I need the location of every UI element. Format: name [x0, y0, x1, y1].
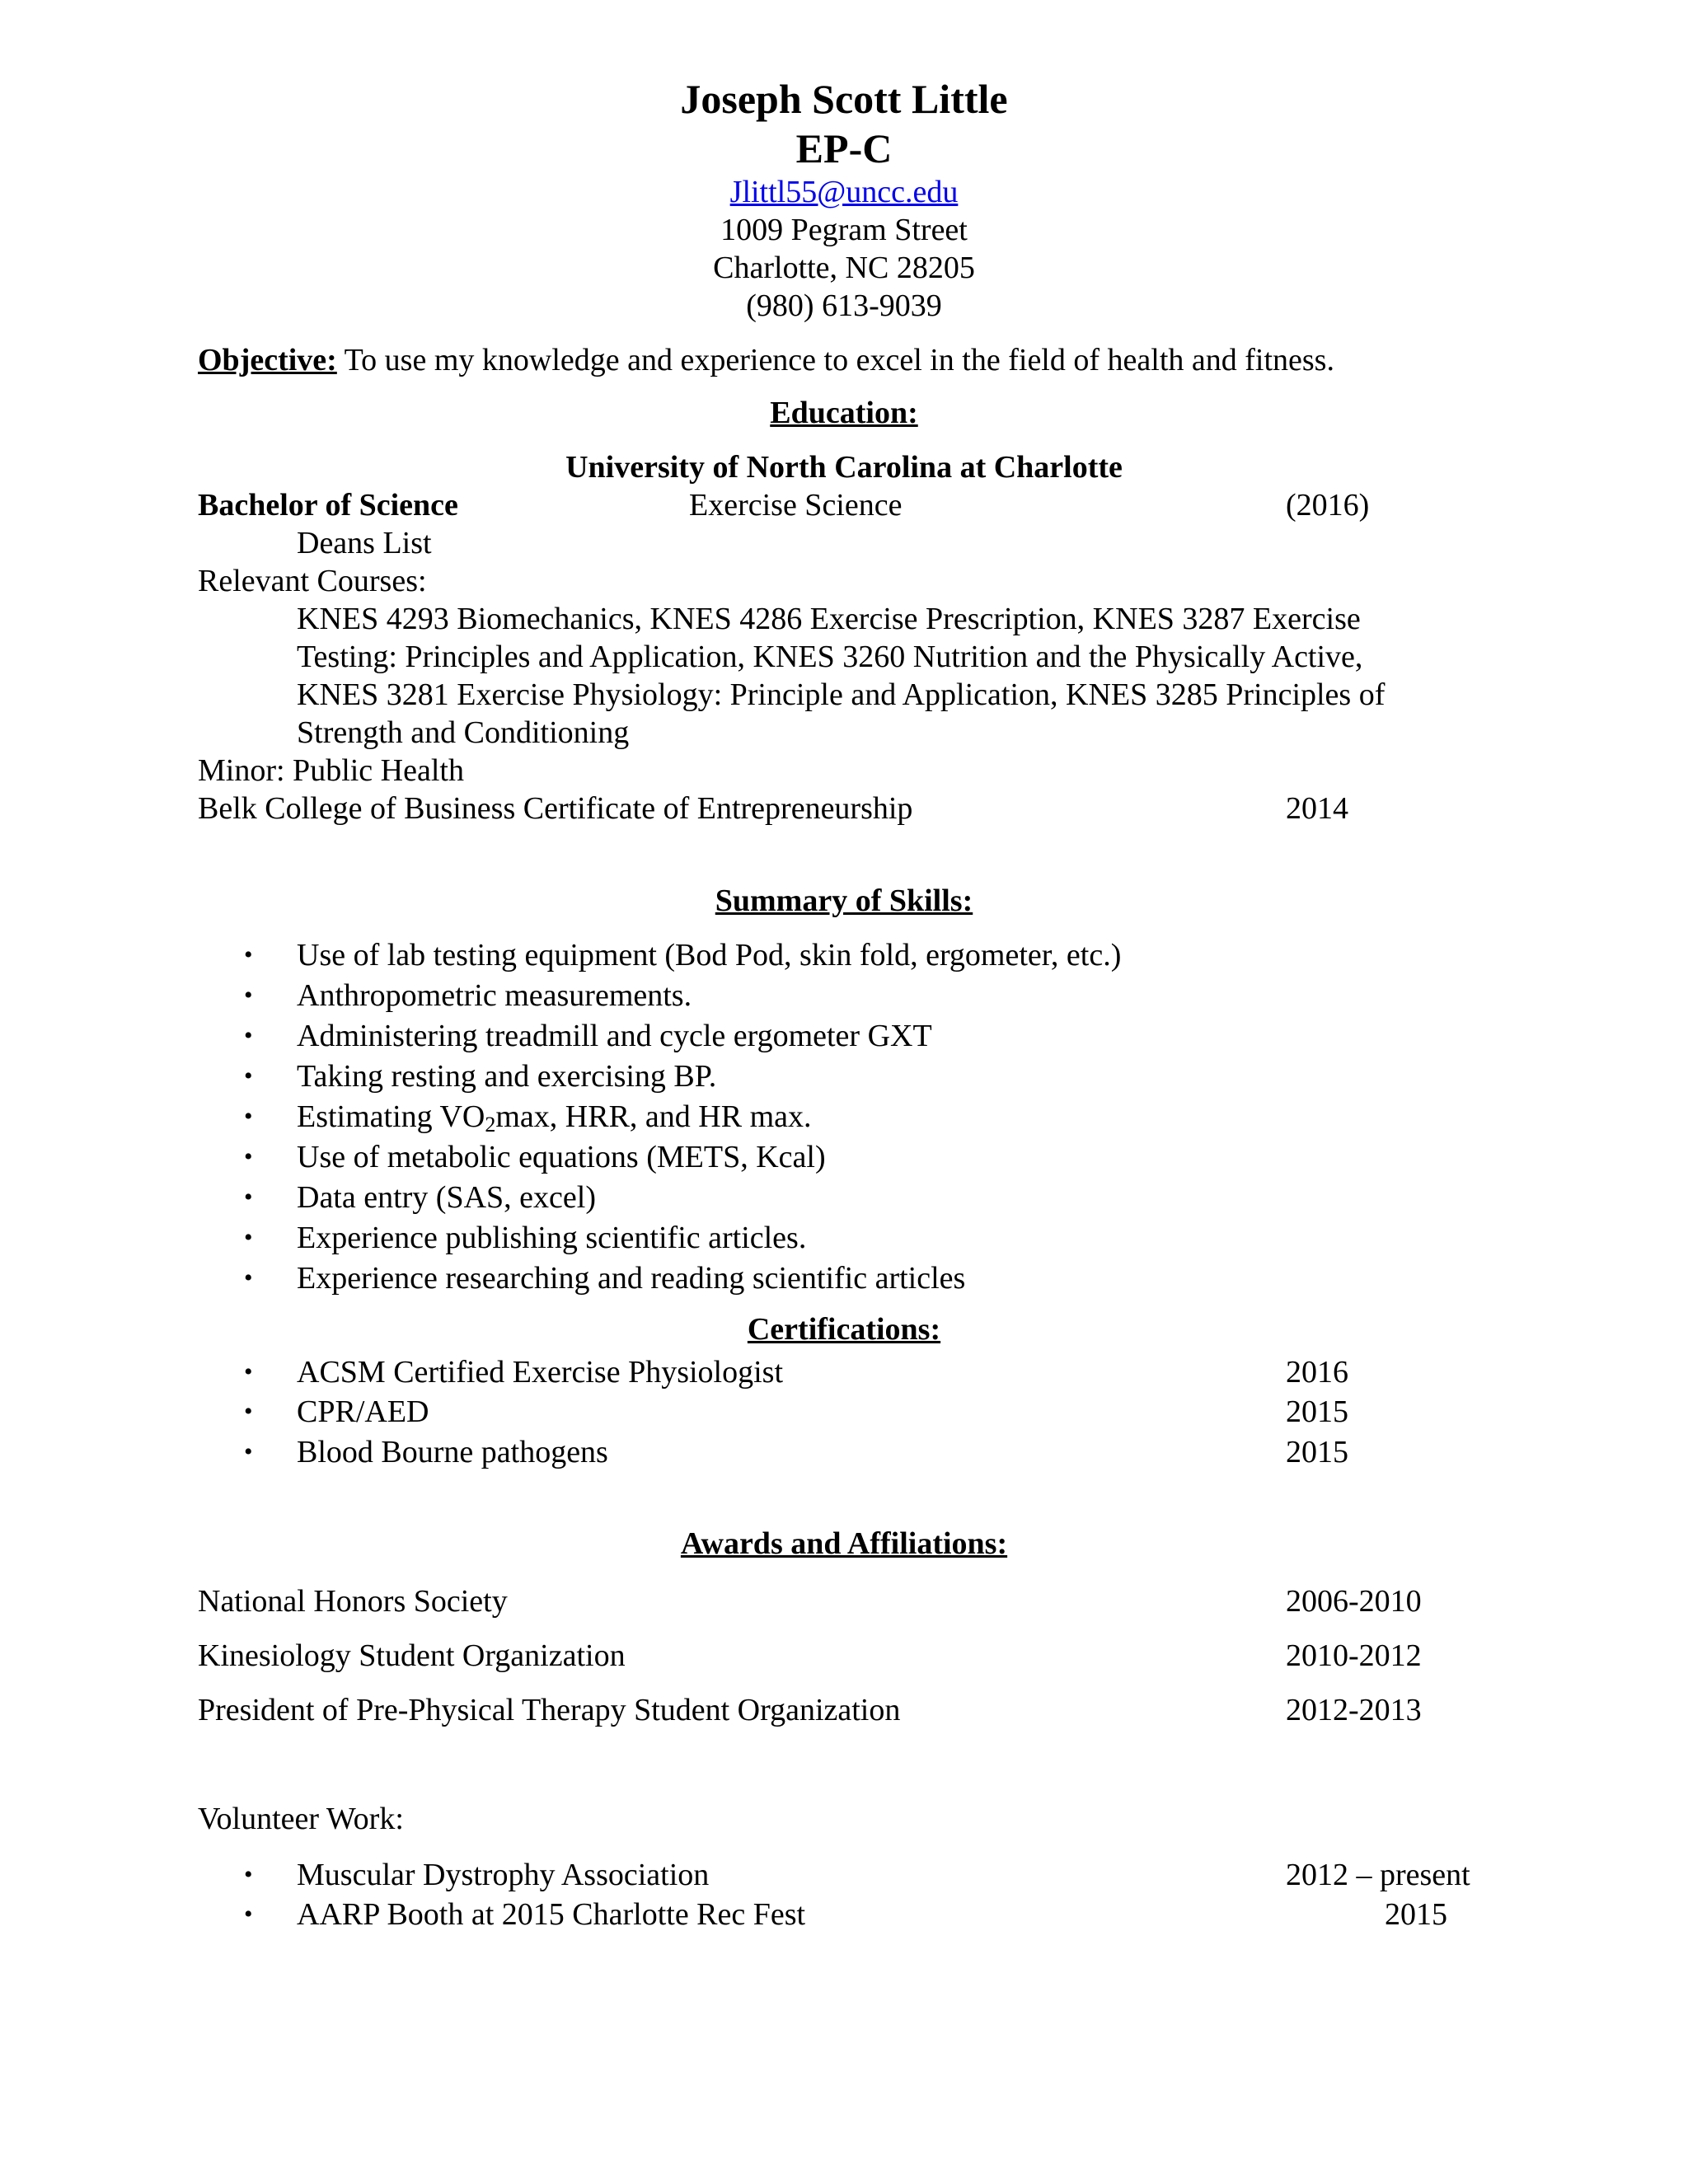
certification-year: 2015: [1286, 1394, 1348, 1429]
certification-year: 2015: [1286, 1435, 1348, 1469]
courses-line: KNES 4293 Biomechanics, KNES 4286 Exercise Prescription, KNES 3287 Exercise: [297, 602, 1361, 636]
skill-item: Taking resting and exercising BP.: [297, 1059, 717, 1094]
awards-heading: Awards and Affiliations:: [680, 1526, 1008, 1561]
city-state-zip: Charlotte, NC 28205: [713, 251, 975, 285]
skill-item: Administering treadmill and cycle ergometer GXT: [297, 1019, 932, 1053]
certificate: Belk College of Business Certificate of Entrepreneurship: [198, 791, 913, 826]
vo2-subscript: 2: [485, 1113, 496, 1137]
skill-item: Anthropometric measurements.: [297, 978, 692, 1013]
bullet-icon: •: [244, 1398, 253, 1425]
bullet-icon: •: [244, 1062, 253, 1090]
bullet-icon: •: [244, 1183, 253, 1211]
skill-item: Data entry (SAS, excel): [297, 1180, 596, 1215]
objective-text: To use my knowledge and experience to excel in the field of health and fitness.: [336, 343, 1334, 377]
award-name: Kinesiology Student Organization: [198, 1638, 626, 1673]
bullet-icon: •: [244, 1358, 253, 1385]
award-year: 2006-2010: [1286, 1584, 1422, 1619]
volunteer-year: 2015: [1385, 1897, 1447, 1932]
certification-name: Blood Bourne pathogens: [297, 1435, 608, 1469]
bullet-icon: •: [244, 1900, 253, 1928]
email-line: [0, 173, 1688, 211]
bullet-icon: •: [244, 1438, 253, 1465]
phone-number: (980) 613-9039: [746, 288, 942, 323]
skill-item: Experience publishing scientific articles.: [297, 1221, 807, 1255]
skill-item: Use of lab testing equipment (Bod Pod, skin fold, ergometer, etc.): [297, 938, 1122, 972]
volunteer-name: AARP Booth at 2015 Charlotte Rec Fest: [297, 1897, 806, 1932]
email-link[interactable]: Jlittl55@uncc.edu: [729, 175, 959, 209]
courses-line: KNES 3281 Exercise Physiology: Principle and Application, KNES 3285 Principles of: [297, 677, 1386, 712]
award-name: President of Pre-Physical Therapy Student Organization: [198, 1693, 901, 1727]
degree-year: (2016): [1286, 488, 1370, 523]
award-year: 2012-2013: [1286, 1693, 1422, 1727]
award-name: National Honors Society: [198, 1584, 508, 1619]
certification-year: 2016: [1286, 1355, 1348, 1390]
skill-item: Use of metabolic equations (METS, Kcal): [297, 1140, 826, 1174]
minor: Minor: Public Health: [198, 753, 464, 788]
certification-name: ACSM Certified Exercise Physiologist: [297, 1355, 784, 1390]
bullet-icon: •: [244, 1143, 253, 1170]
courses-label: Relevant Courses:: [198, 564, 427, 598]
objective-label: Objective:: [198, 343, 337, 377]
award-year: 2010-2012: [1286, 1638, 1422, 1673]
applicant-name: Joseph Scott Little: [680, 76, 1008, 122]
major: Exercise Science: [689, 488, 903, 523]
certificate-year: 2014: [1286, 791, 1348, 826]
honor: Deans List: [297, 526, 432, 560]
bullet-icon: •: [244, 1103, 253, 1130]
bullet-icon: •: [244, 1224, 253, 1251]
courses-line: Testing: Principles and Application, KNES 3260 Nutrition and the Physically Active,: [297, 640, 1363, 674]
school-name: University of North Carolina at Charlotte: [565, 450, 1123, 485]
education-heading: Education:: [770, 396, 918, 430]
volunteer-name: Muscular Dystrophy Association: [297, 1858, 710, 1892]
degree: Bachelor of Science: [198, 488, 458, 523]
bullet-icon: •: [244, 941, 253, 968]
certifications-heading: Certifications:: [747, 1312, 941, 1347]
street-address: 1009 Pegram Street: [720, 213, 968, 247]
certification-name: CPR/AED: [297, 1394, 429, 1429]
volunteer-heading: Volunteer Work:: [198, 1802, 404, 1836]
credential: EP-C: [795, 125, 893, 171]
volunteer-year: 2012 – present: [1286, 1858, 1470, 1892]
skills-heading: Summary of Skills:: [715, 883, 973, 918]
bullet-icon: •: [244, 1861, 253, 1888]
courses-line: Strength and Conditioning: [297, 715, 630, 750]
skill-item-vo2: Estimating $VO_2\max$, HRR, and HR max.: [297, 1099, 812, 1137]
bullet-icon: •: [244, 1264, 253, 1291]
skill-item: Experience researching and reading scientific articles: [297, 1261, 966, 1296]
bullet-icon: •: [244, 982, 253, 1009]
objective-line: [198, 341, 1334, 379]
bullet-icon: •: [244, 1022, 253, 1049]
